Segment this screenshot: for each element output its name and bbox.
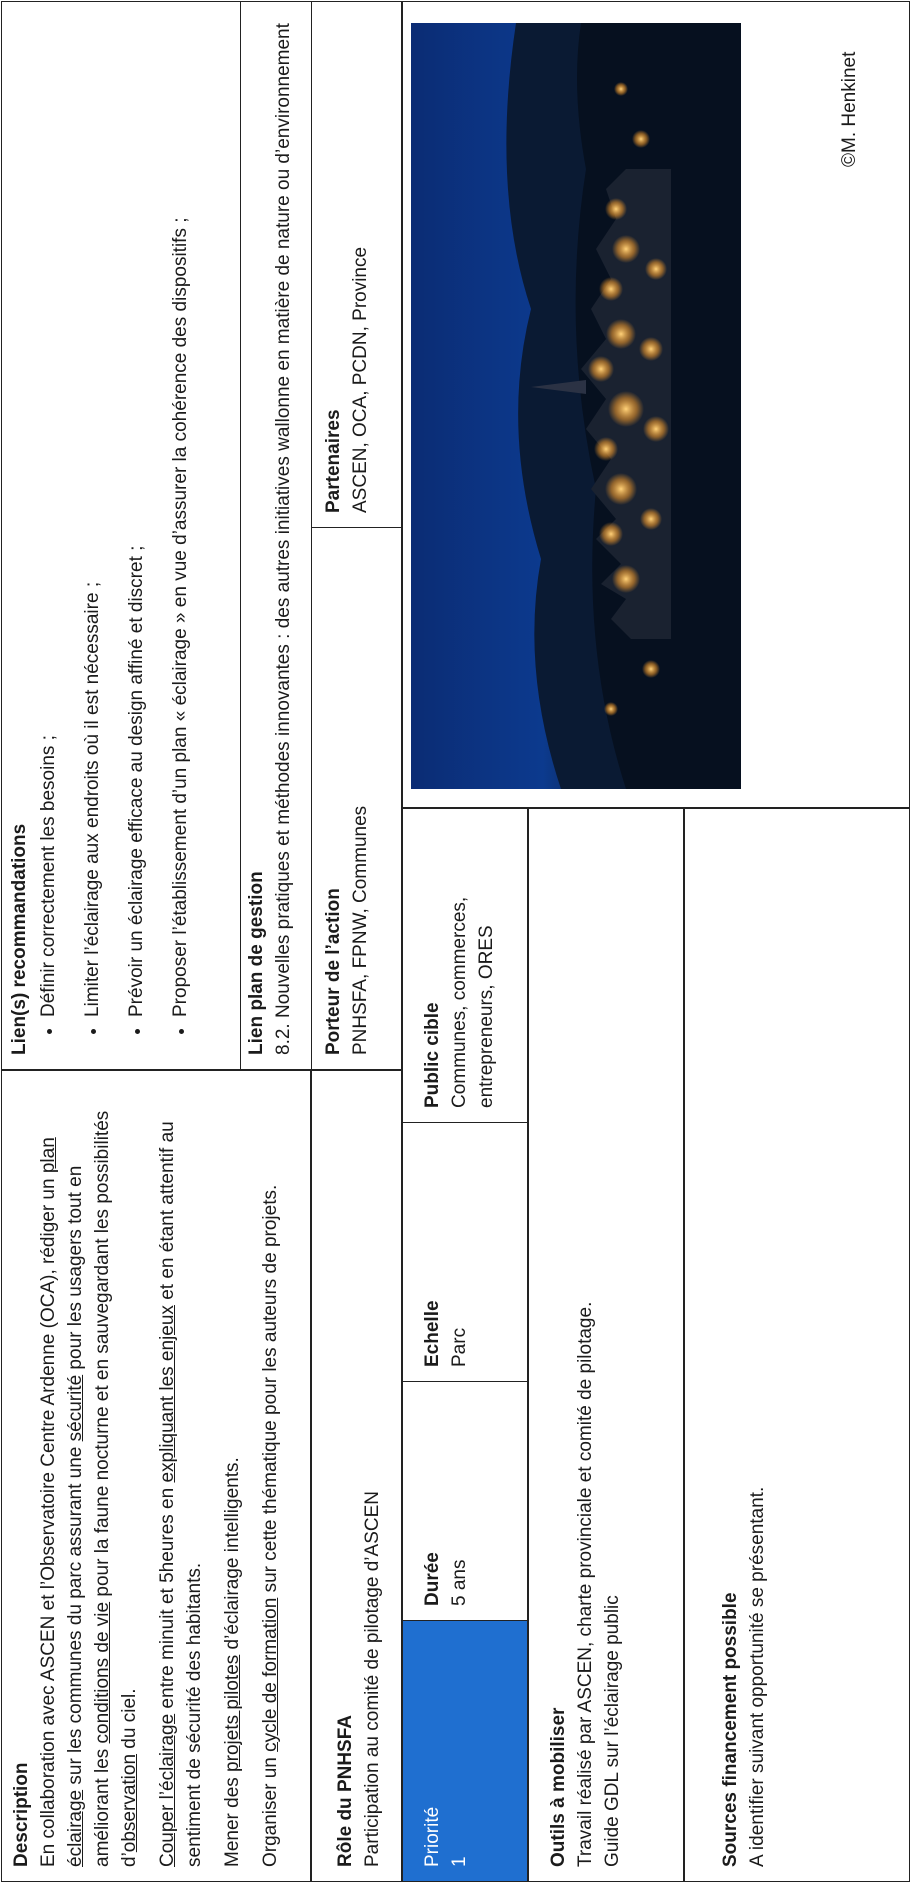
outils-heading: Outils à mobiliser (548, 1707, 569, 1867)
photo-cell (402, 1, 910, 808)
recommandation-item: • Limiter l’éclairage aux endroits où il est nécessaire ; (79, 16, 106, 1017)
description-paragraph-1: En collaboration avec ASCEN et l’Observatoire Centre Ardenne (OCA), rédiger un plan éclairage sur les communes du parc assurant une sécurité pour les usagers tout en améliorant les conditions de vie pour la faune nocturne et en sauvegardant les possibilités d’observation du ciel. (38, 1110, 140, 1867)
recommandations-heading: Lien(s) recommandations (9, 823, 30, 1055)
recommandation-item: • Proposer l’établissement d’un plan « éclairage » en vue d’assurer la cohérence des dispositifs ; (167, 16, 194, 1017)
night-village-illustration (411, 23, 741, 789)
porteur-cell (311, 527, 402, 1070)
role-heading: Rôle du PNHSFA (335, 1714, 356, 1867)
description-paragraph-3: Mener des projets pilotes d’éclairage intelligents. (222, 1457, 243, 1867)
echelle-value: Parc (449, 1327, 470, 1367)
description-heading: Description (11, 1762, 32, 1867)
sources-cell (684, 808, 910, 1882)
night-village-photo (411, 23, 741, 789)
sources-heading: Sources financement possible (720, 1592, 741, 1867)
description-paragraph-2: Couper l’éclairage entre minuit et 5heures en expliquant les enjeux et en étant attentif au sentiment de sécurité des habitants. (157, 1121, 205, 1867)
porteur-heading: Porteur de l’action (323, 888, 344, 1055)
public-cible-cell (402, 808, 528, 1123)
priorite-cell (402, 1620, 528, 1882)
photo-credit: ©M. Henkinet (839, 51, 860, 167)
duree-cell (402, 1381, 528, 1621)
recommandation-item: • Prévoir un éclairage efficace au design affiné et discret ; (123, 16, 150, 1017)
plan-gestion-text: 8.2. Nouvelles pratiques et méthodes innovantes : des autres initiatives wallonne en matière de nature ou d’environnement (273, 23, 294, 1055)
porteur-text: PNHSFA, FPNW, Communes (350, 805, 371, 1055)
outils-line-1: Travail réalisé par ASCEN, charte provinciale et comité de pilotage. (575, 1301, 596, 1867)
recommandation-item: • Définir correctement les besoins ; (35, 16, 62, 1017)
public-cible-value: Communes, commerces, entrepreneurs, ORES (449, 896, 497, 1108)
recommandations-list (35, 16, 194, 1055)
outils-line-2: Guide GDL sur l’éclairage public (602, 1595, 623, 1867)
description-cell (1, 1070, 311, 1882)
role-text: Participation au comité de pilotage d’ASCEN (362, 1491, 383, 1867)
duree-value: 5 ans (449, 1559, 470, 1606)
echelle-heading: Echelle (422, 1300, 443, 1367)
sources-text: A identifier suivant opportunité se présentant. (747, 1486, 768, 1867)
plan-gestion-cell (240, 1, 312, 1070)
description-paragraph-4: Organiser un cycle de formation sur cette thématique pour les auteurs de projets. (260, 1184, 281, 1867)
public-cible-heading: Public cible (422, 1002, 443, 1108)
outils-cell (528, 808, 684, 1882)
partenaires-text: ASCEN, OCA, PCDN, Province (350, 246, 371, 513)
priorite-heading: Priorité (422, 1806, 443, 1867)
duree-heading: Durée (422, 1552, 443, 1606)
plan-gestion-heading: Lien plan de gestion (246, 871, 267, 1055)
priorite-value: 1 (449, 1856, 470, 1867)
partenaires-heading: Partenaires (323, 409, 344, 513)
echelle-cell (402, 1122, 528, 1382)
role-cell (311, 1070, 402, 1882)
recommandations-cell (1, 1, 241, 1070)
partenaires-cell (311, 1, 402, 528)
